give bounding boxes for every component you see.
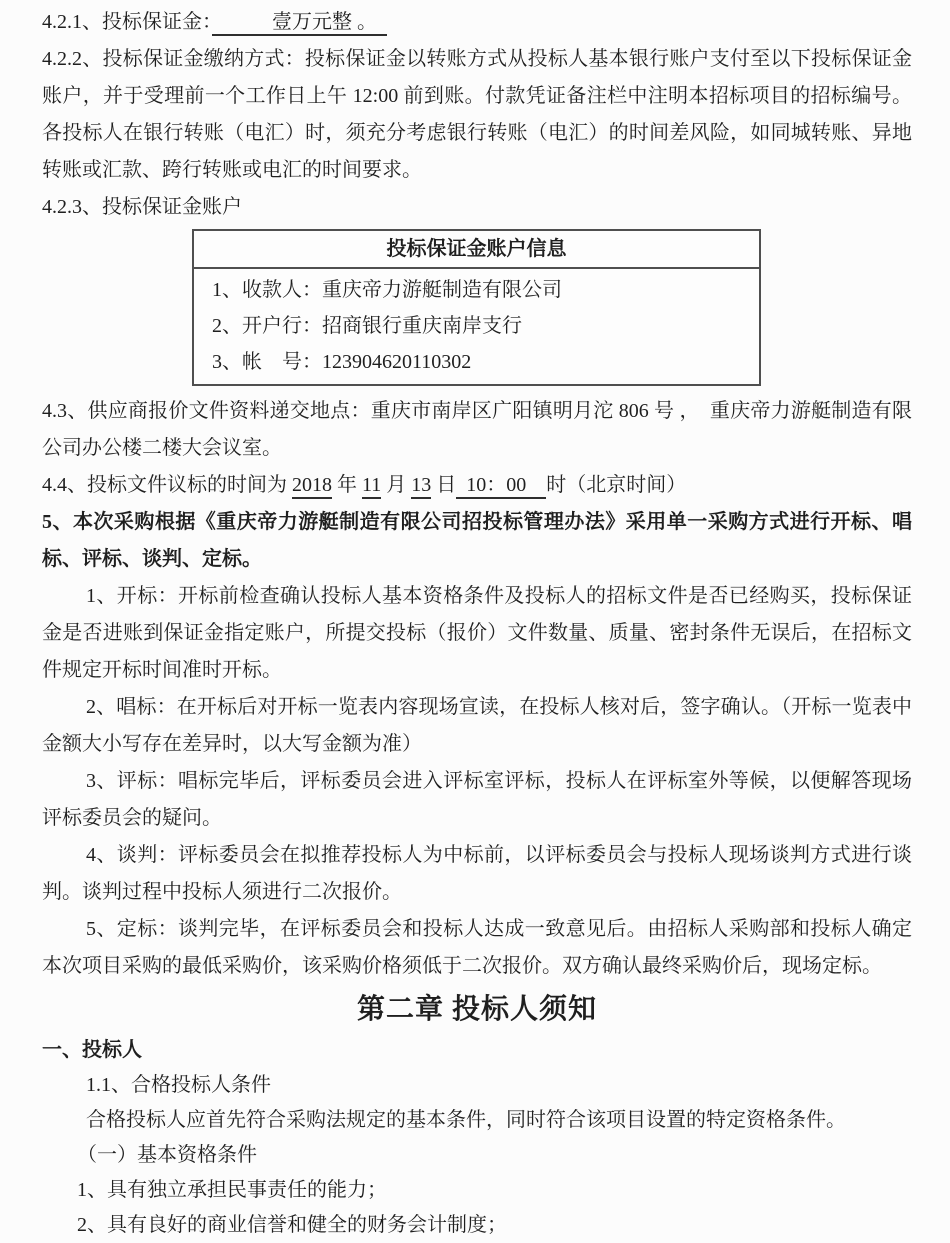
- month-unit: 月: [381, 474, 412, 496]
- table-row-payee: 1、收款人：重庆帝力游艇制造有限公司: [212, 279, 562, 301]
- table-row-account-number: 3、帐 号：123904620110302: [212, 351, 472, 373]
- bid-day-blank: 13: [411, 474, 431, 499]
- deposit-table-title: 投标保证金账户信息: [194, 231, 759, 269]
- procedure-step-evaluation: 3、评标：唱标完毕后，评标委员会进入评标室评标，投标人在评标室外等候，以便解答现场评标委员会的疑问。: [42, 770, 912, 829]
- section-1-heading: 一、投标人: [42, 1039, 142, 1061]
- clause-4-4-suffix: 时（北京时间）: [546, 474, 687, 496]
- procedure-step-opening: 1、开标：开标前检查确认投标人基本资格条件及投标人的招标文件是否已经购买，投标保证金是否进账到保证金指定账户，所提交投标（报价）文件数量、质量、密封条件无误后，在招标文件规定开标时间准时开标。: [42, 585, 912, 681]
- clause-4-2-1: [42, 4, 912, 41]
- clause-4-4-prefix: 4.4、投标文件议标的时间为: [42, 474, 292, 496]
- deposit-account-table: [192, 229, 761, 386]
- document-page: [42, 4, 912, 1243]
- bid-month-blank: 11: [362, 474, 381, 499]
- basic-conditions-heading: （一）基本资格条件: [77, 1144, 257, 1166]
- paragraph-1-1: 合格投标人应首先符合采购法规定的基本条件，同时符合该项目设置的特定资格条件。: [86, 1109, 846, 1131]
- day-unit: 日: [431, 474, 457, 496]
- table-row-bank: 2、开户行：招商银行重庆南岸支行: [212, 315, 522, 337]
- bid-year-blank: 2018: [292, 474, 332, 499]
- deposit-amount-blank: 壹万元整 。: [212, 11, 387, 36]
- clause-4-3: 4.3、供应商报价文件资料递交地点：重庆市南岸区广阳镇明月沱 806 号 ， 重庆帝力游艇制造有限公司办公楼二楼大会议室。: [42, 400, 912, 459]
- procedure-step-announcing: 2、唱标：在开标后对开标一览表内容现场宣读，在投标人核对后，签字确认。（开标一览表中金额大小写存在差异时，以大写金额为准）: [42, 696, 912, 755]
- clause-5: 5、本次采购根据《重庆帝力游艇制造有限公司招投标管理办法》采用单一采购方式进行开标、唱标、评标、谈判、定标。: [42, 511, 912, 570]
- basic-condition-item-2: 2、具有良好的商业信誉和健全的财务会计制度；: [77, 1214, 507, 1236]
- procedure-step-negotiation: 4、谈判：评标委员会在拟推荐投标人为中标前，以评标委员会与投标人现场谈判方式进行谈判。谈判过程中投标人须进行二次报价。: [42, 844, 912, 903]
- deposit-table-body: [194, 269, 759, 384]
- basic-condition-item-1: 1、具有独立承担民事责任的能力；: [77, 1179, 387, 1201]
- procedure-step-award: 5、定标：谈判完毕，在评标委员会和投标人达成一致意见后。由招标人采购部和投标人确定本次项目采购的最低采购价，该采购价格须低于二次报价。双方确认最终采购价后，现场定标。: [42, 918, 912, 977]
- clause-1-1: 1.1、合格投标人条件: [86, 1074, 271, 1096]
- clause-4-2-1-label: 4.2.1、投标保证金：: [42, 11, 212, 33]
- clause-4-4: [42, 467, 912, 504]
- chapter-2-title: 第二章 投标人须知: [356, 994, 597, 1025]
- year-unit: 年: [332, 474, 362, 496]
- clause-4-2-3: 4.2.3、投标保证金账户: [42, 196, 242, 218]
- clause-4-2-2: 4.2.2、投标保证金缴纳方式：投标保证金以转账方式从投标人基本银行账户支付至以下投标保证金账户，并于受理前一个工作日上午 12:00 前到账。付款凭证备注栏中注明本招标项目的招标编号。各投标人在银行转账（电汇）时，须充分考虑银行转账（电汇）的时间差风险，如同城转账、异地转账或汇款、跨行转账或电汇的时间要求。: [42, 48, 912, 181]
- bid-time-blank: 10：00: [456, 474, 546, 499]
